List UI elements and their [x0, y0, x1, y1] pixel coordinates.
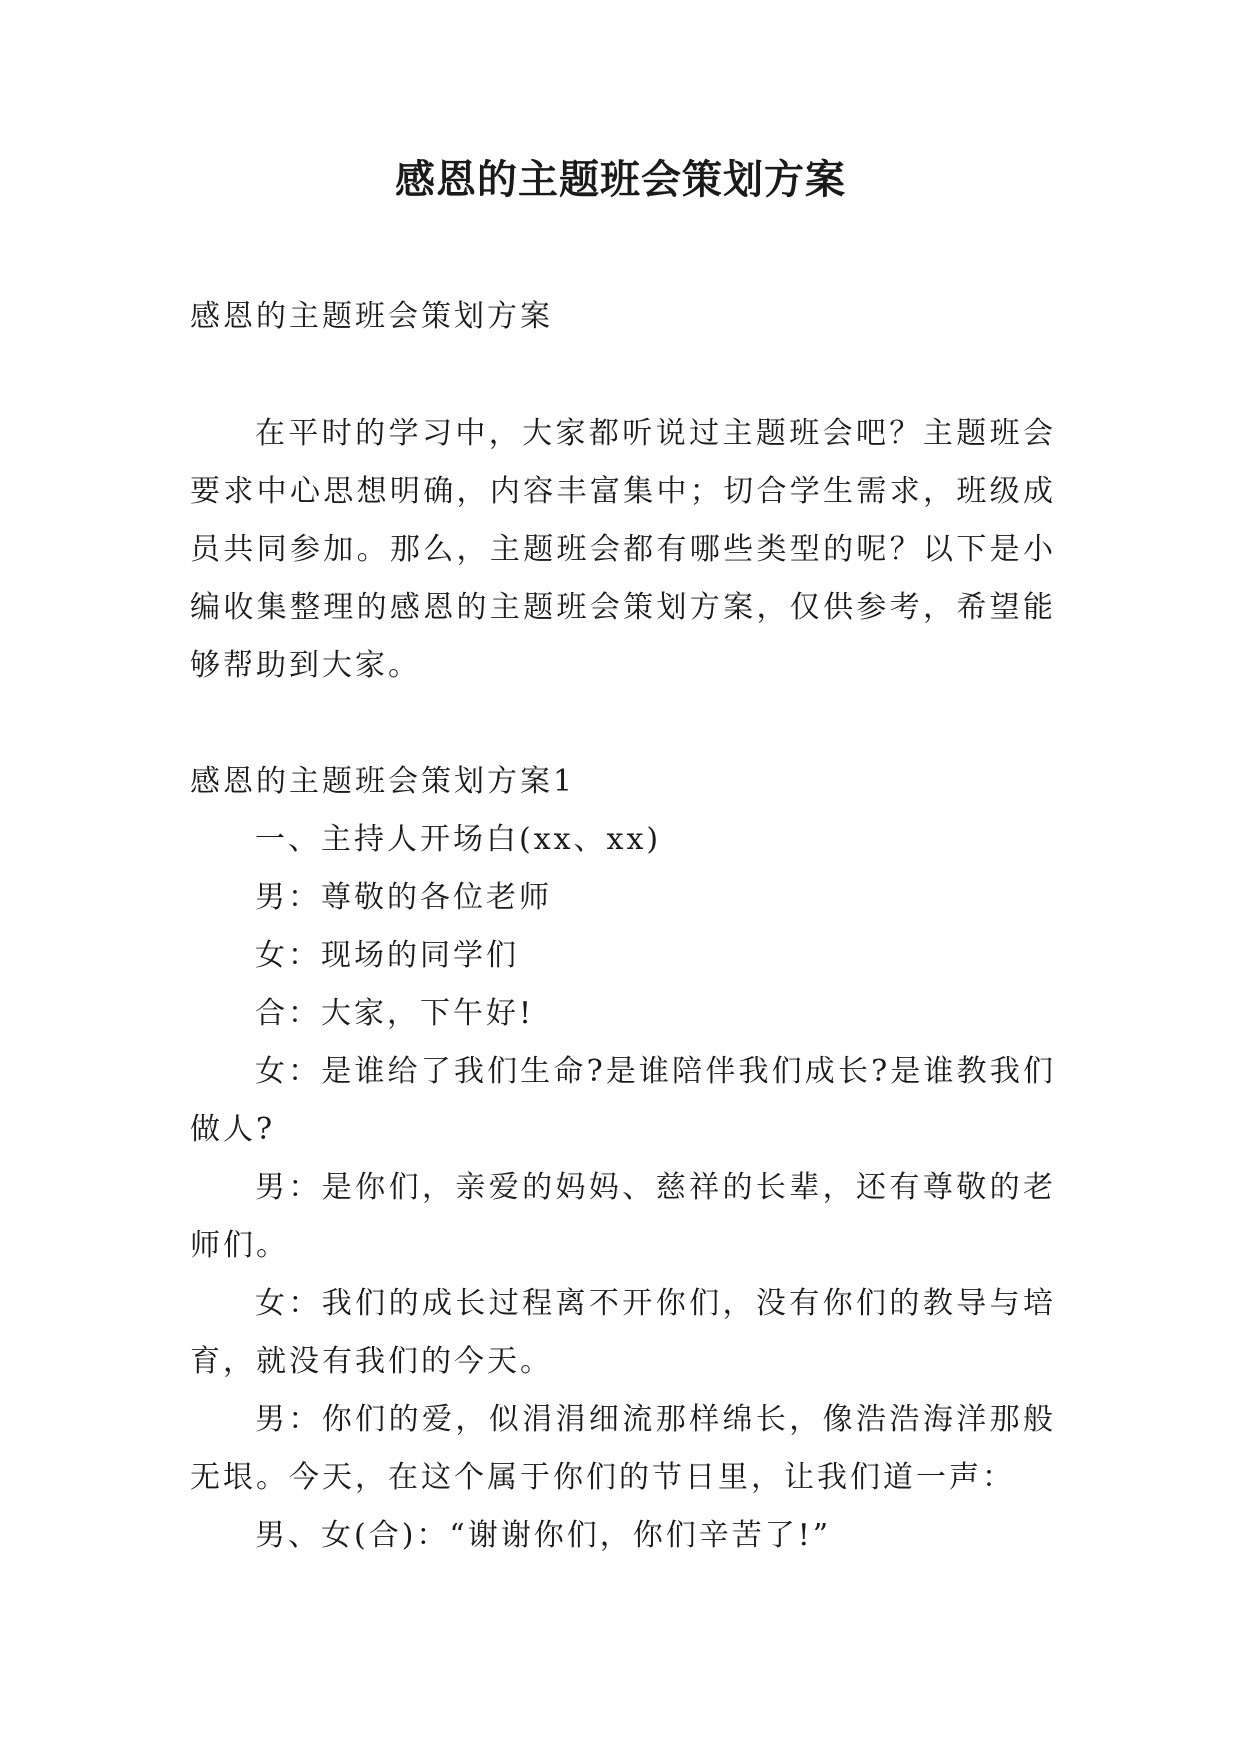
- script-line-opening: 一、主持人开场白(xx、xx): [255, 822, 662, 857]
- script-line-male: 男：尊敬的各位老师: [255, 880, 552, 915]
- script-line-female: 女：我们的成长过程离不开你们，没有你们的教导与培育，就没有我们的今天。: [190, 1286, 1056, 1379]
- script-line-together: 男、女(合)：“谢谢你们，你们辛苦了!”: [255, 1518, 832, 1553]
- script-line-together: 合：大家，下午好!: [255, 996, 535, 1031]
- document-subtitle: 感恩的主题班会策划方案: [190, 299, 553, 334]
- script-line-male: 男：你们的爱，似涓涓细流那样绵长，像浩浩海洋那般无垠。今天，在这个属于你们的节日里，让我们道一声：: [190, 1402, 1056, 1495]
- script-line-female: 女：现场的同学们: [255, 938, 519, 973]
- script-line-male: 男：是你们，亲爱的妈妈、慈祥的长辈，还有尊敬的老师们。: [190, 1170, 1056, 1263]
- script-line-female: 女：是谁给了我们生命?是谁陪伴我们成长?是谁教我们做人?: [190, 1054, 1056, 1147]
- section-heading: 感恩的主题班会策划方案1: [190, 764, 576, 799]
- document-title: 感恩的主题班会策划方案: [395, 156, 846, 203]
- intro-paragraph: 在平时的学习中，大家都听说过主题班会吧？主题班会要求中心思想明确，内容丰富集中；切合学生需求，班级成员共同参加。那么，主题班会都有哪些类型的呢？以下是小编收集整理的感恩的主题班会策划方案，仅供参考，希望能够帮助到大家。: [190, 416, 1056, 683]
